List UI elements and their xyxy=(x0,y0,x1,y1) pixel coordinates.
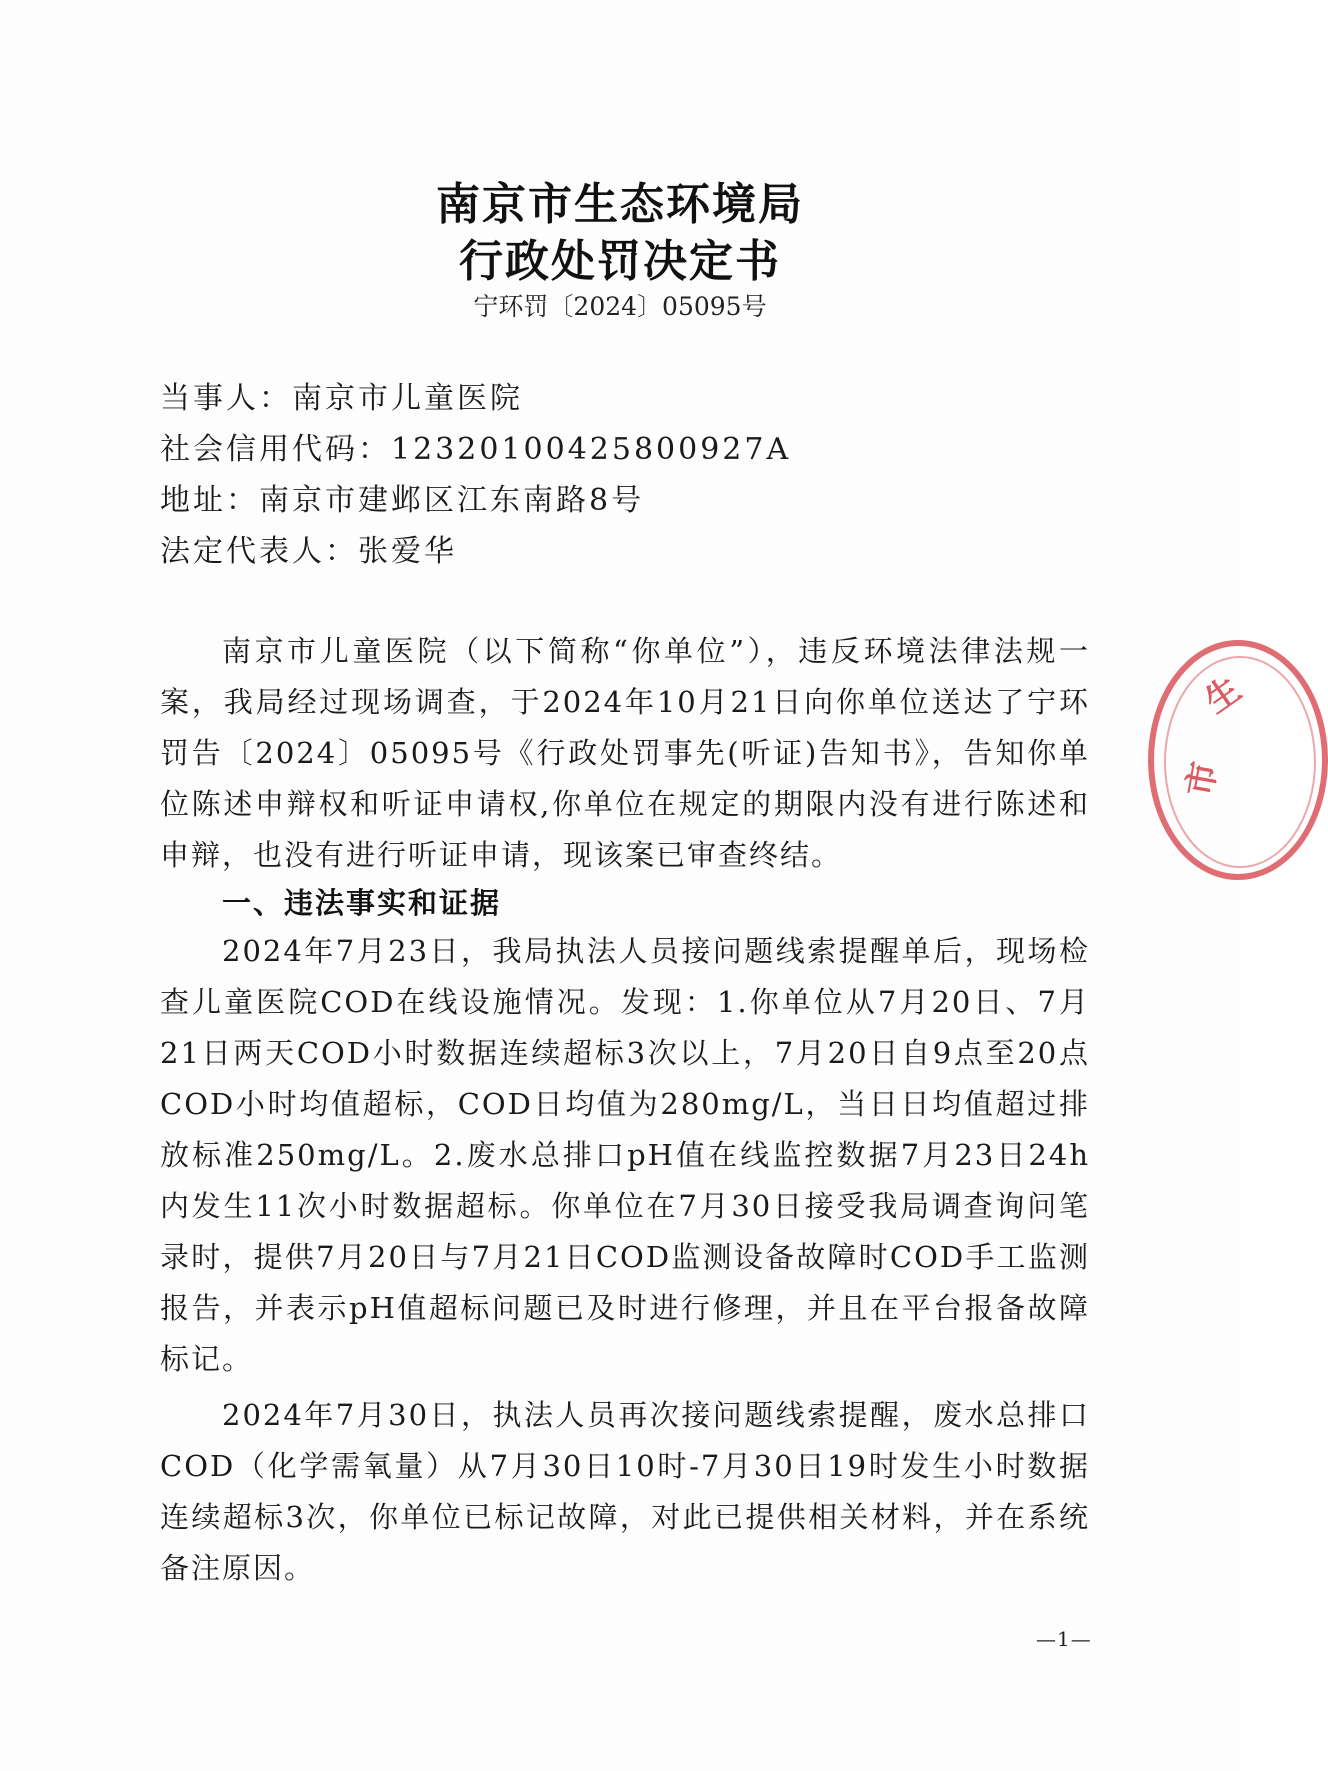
body-paragraph-facts-2: 2024年7月30日，执法人员再次接问题线索提醒，废水总排口COD（化学需氧量）从7月30日10时-7月30日19时发生小时数据连续超标3次，你单位已标记故障，对此已提供相关材料，并在系统备注原因。 xyxy=(160,1398,1090,1585)
party-address: 地址：南京市建邺区江东南路8号 xyxy=(160,483,645,518)
page-number: —1— xyxy=(1036,1627,1092,1651)
party-credit-code: 社会信用代码：12320100425800927A xyxy=(160,432,792,467)
party-name: 当事人：南京市儿童医院 xyxy=(160,381,523,416)
document-number: 宁环罚〔2024〕05095号 xyxy=(473,292,767,321)
document-title-line1: 南京市生态环境局 xyxy=(436,179,804,230)
seal-char: 市 xyxy=(1179,758,1226,800)
official-seal-stamp xyxy=(1148,640,1328,880)
party-legal-representative: 法定代表人：张爱华 xyxy=(160,534,457,569)
section-heading-facts: 一、违法事实和证据 xyxy=(222,886,502,920)
body-paragraph-facts-1: 2024年7月23日，我局执法人员接问题线索提醒单后，现场检查儿童医院COD在线设施情况。发现：1.你单位从7月20日、7月21日两天COD小时数据连续超标3次以上，7月20日自9点至20点COD小时均值超标，COD日均值为280mg/L，当日日均值超过排放标准250mg/L。2.废水总排口pH值在线监控数据7月23日24h内发生11次小时数据超标。你单位在7月30日接受我局调查询问笔录时，提供7月20日与7月21日COD监测设备故障时COD手工监测报告，并表示pH值超标问题已及时进行修理，并且在平台报备故障标记。 xyxy=(160,934,1090,1376)
body-paragraph-intro: 南京市儿童医院（以下简称“你单位”），违反环境法律法规一案，我局经过现场调查，于2024年10月21日向你单位送达了宁环罚告〔2024〕05095号《行政处罚事先(听证)告知书》，告知你单位陈述申辩权和听证申请权,你单位在规定的期限内没有进行陈述和申辩，也没有进行听证申请，现该案已审查终结。 xyxy=(160,634,1090,872)
document-title-line2: 行政处罚决定书 xyxy=(459,236,781,287)
seal-char: 生 xyxy=(1197,669,1249,722)
